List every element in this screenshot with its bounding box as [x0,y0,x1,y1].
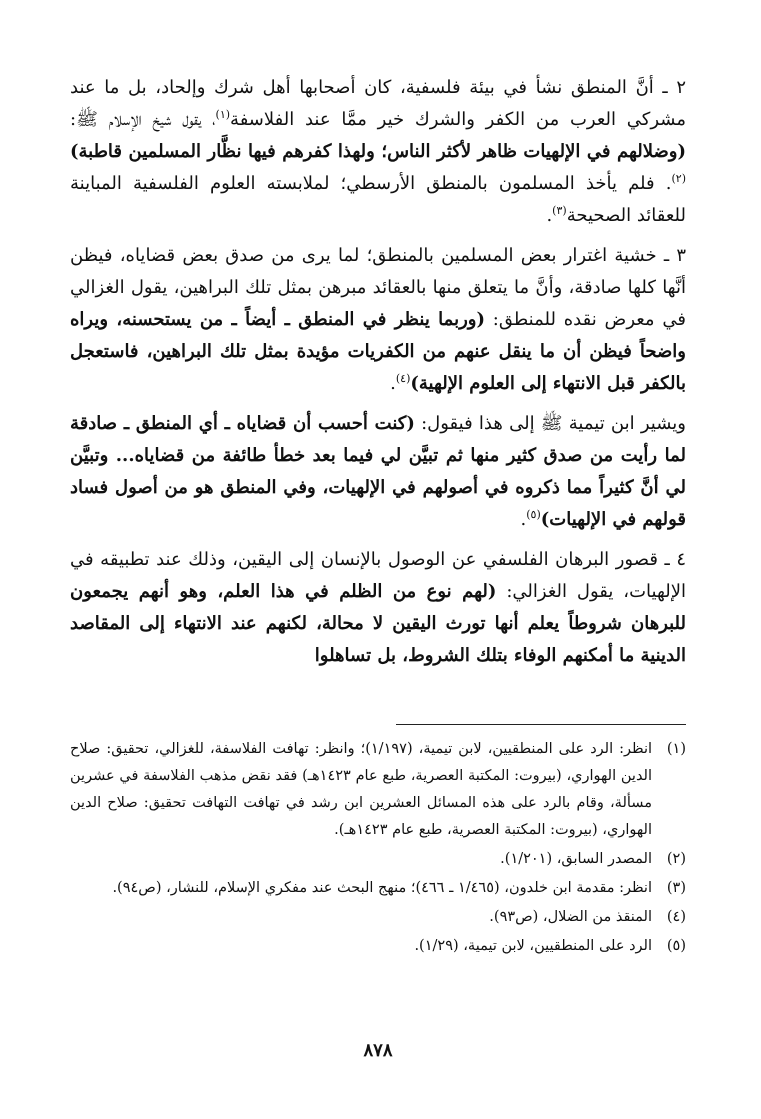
footnote-number: (٤) [666,909,686,925]
page-number: ٨٧٨ [363,1040,393,1061]
paragraph-point-3 [70,240,686,400]
footnote-text: الرد على المنطقيين، لابن تيمية، (١/٢٩). [414,938,652,954]
main-text [70,72,686,672]
footnote-text: المصدر السابق، (١/٢٠١). [500,851,652,867]
footnote-number: (٥) [666,938,686,954]
footnote-ref-4[interactable]: (٤) [395,372,411,385]
paragraph-text: ٢ ـ أنَّ المنطق نشأ في بيئة فلسفية، كان أصحابها أهل شرك وإلحاد، بل ما عند مشركي العرب من الكفر والشرك خير ممَّا عند الفلاسفة [70,77,686,130]
paragraph-text: ٣ ـ خشية اغترار بعض المسلمين بالمنطق؛ لما يرى من صدق بعض قضاياه، فيظن أنَّها كلها صادقة، وأنَّ ما يتعلق منها بالعقائد مبرهن بمثل تلك البراهين، يقول الغزالي في معرض نقده للمنطق: [70,245,686,330]
footnote-ref-3[interactable]: (٣) [552,204,567,217]
footnote-item [70,933,686,960]
paragraph-text: . [520,509,527,530]
footnote-item [70,875,686,902]
footnotes [70,736,686,962]
footnote-item [70,736,686,844]
footnote-ref-5[interactable]: (٥) [526,508,541,521]
footnote-item [70,846,686,873]
quotation-bold: (وضلالهم في الإلهيات ظاهر لأكثر الناس؛ ولهذا كفرهم فيها نظَّار المسلمين قاطبة) [70,141,686,162]
footnote-text: انظر: مقدمة ابن خلدون، (١/٤٦٥ ـ ٤٦٦)؛ منهج البحث عند مفكري الإسلام، للنشار، (ص٩٤). [112,880,652,896]
footnote-text: انظر: الرد على المنطقيين، لابن تيمية، (١/١٩٧)؛ وانظر: تهافت الفلاسفة، للغزالي، تحقيق: صلاح الدين الهواري، (بيروت: المكتبة العصرية، طبع عام ١٤٢٣هـ) فقد نقض مذهب الفلاسفة في عشرين مسألة، وقام بالرد على هذه المسائل العشرين ابن رشد في تهافت التهافت تحقيق: صلاح الدين الهواري، (بيروت: المكتبة العصرية، طبع عام ١٤٢٣هـ). [70,741,653,838]
footnote-number: (١) [666,741,686,757]
paragraph-point-4 [70,544,686,672]
footnote-text: المنقذ من الضلال، (ص٩٣). [489,909,652,925]
footnote-item [70,904,686,931]
paragraph-point-2 [70,72,686,232]
paragraph-ibn-taymiyya [70,408,686,536]
paragraph-text: . فلم يأخذ المسلمون بالمنطق الأرسطي؛ لملابسته العلوم الفلسفية المباينة للعقائد الصحيحة [70,173,686,226]
paragraph-text: . [546,205,553,226]
paragraph-text: ، يقول شيخ الإسلام ﷺ: [70,109,216,130]
footnote-ref-1[interactable]: (١) [215,108,231,121]
footnote-number: (٢) [666,851,686,867]
paragraph-text: ويشير ابن تيمية ﷺ إلى هذا فيقول: [414,413,687,434]
quotation-bold: (وربما ينظر في المنطق ـ أيضاً ـ من يستحسنه، ويراه واضحاً فيظن أن ما ينقل عنهم من الكفريات مؤيدة بمثل تلك البراهين، فاستعجل بالكفر قبل الانتهاء إلى العلوم الإلهية) [70,309,686,394]
footnote-number: (٣) [666,880,686,896]
quotation-bold: (كنت أحسب أن قضاياه ـ أي المنطق ـ صادقة لما رأيت من صدق كثير منها ثم تبيَّن لي فيما بعد خطأ طائفة من قضاياه... وتبيَّن لي أنَّ كثيراً مما ذكروه في أصولهم في الإلهيات، وفي المنطق هو من أصول فساد قولهم في الإلهيات) [70,413,686,530]
footnote-ref-2[interactable]: (٢) [671,172,686,185]
paragraph-text: . [390,373,396,394]
quotation-bold: (لهم نوع من الظلم في هذا العلم، وهو أنهم يجمعون للبرهان شروطاً يعلم أنها تورث اليقين لا محالة، لكنهم عند الانتهاء إلى المقاصد الدينية ما أمكنهم الوفاء بتلك الشروط، بل تساهلوا [70,581,686,666]
book-page [70,72,686,1072]
paragraph-text: ٤ ـ قصور البرهان الفلسفي عن الوصول بالإنسان إلى اليقين، وذلك عند تطبيقه في الإلهيات، يقول الغزالي: [70,549,687,602]
footnote-divider [396,724,686,725]
